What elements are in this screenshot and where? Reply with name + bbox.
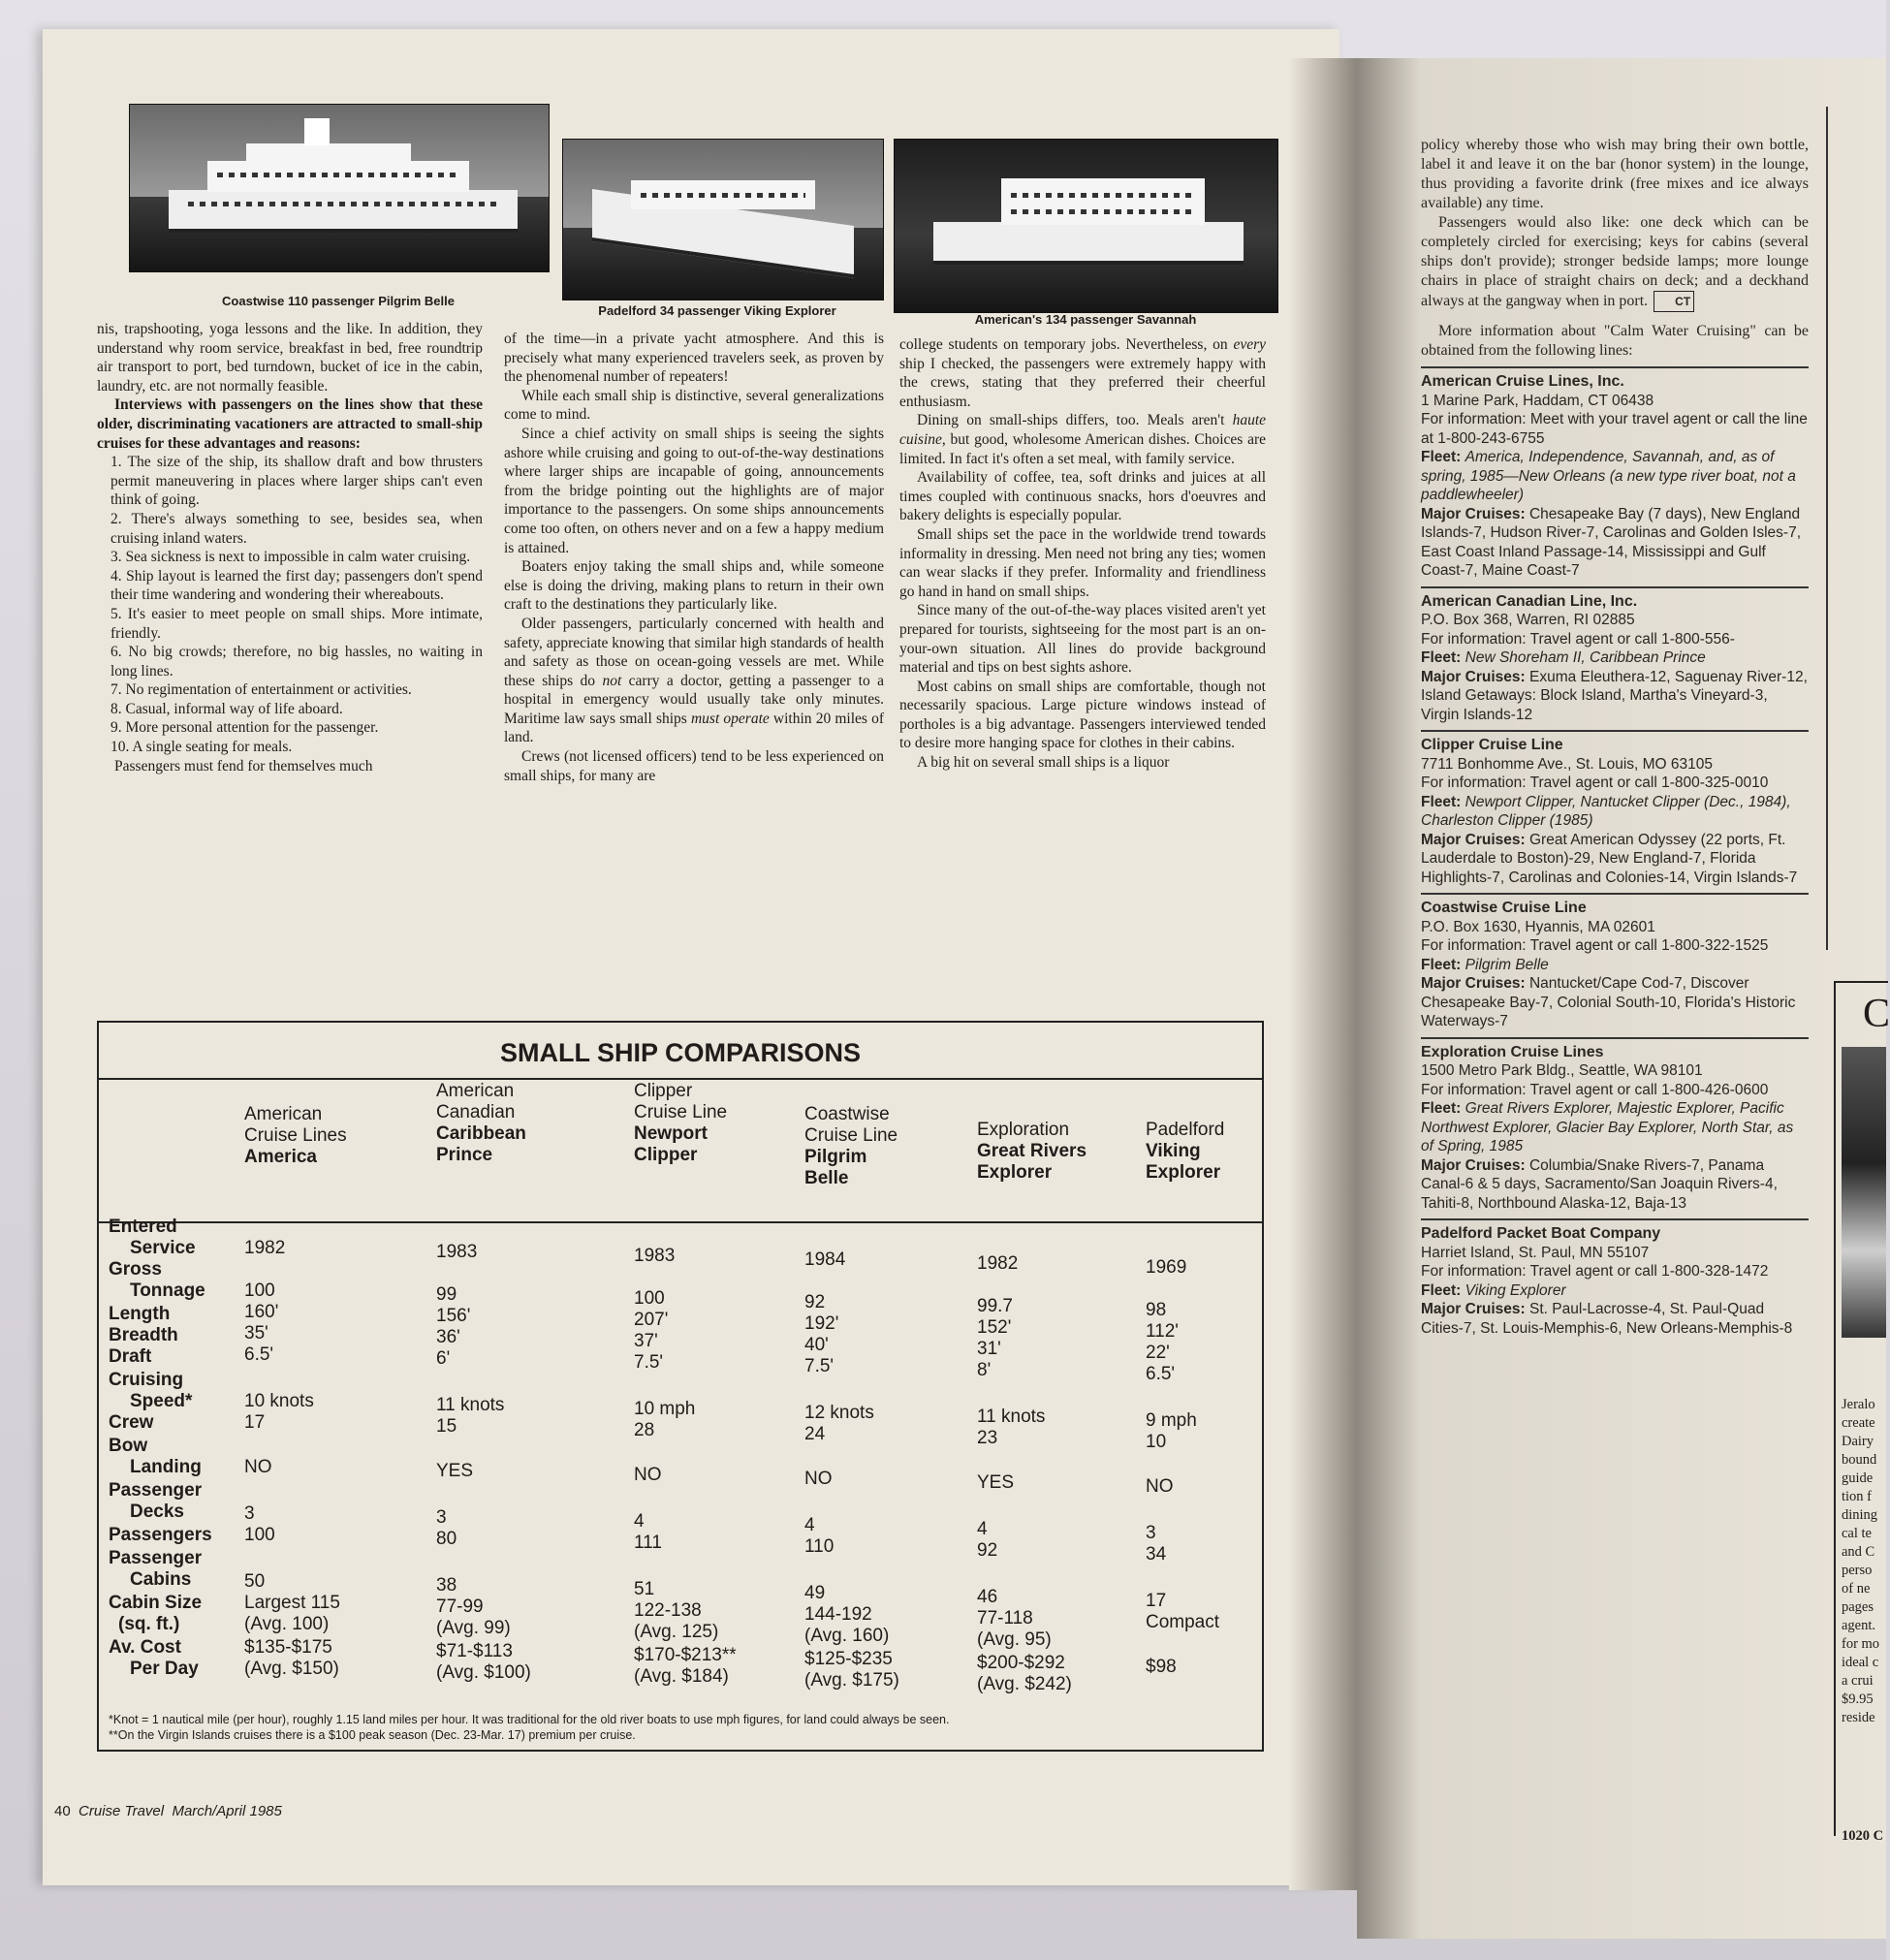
- row-label-av-cost-per-day: Av. Cost Per Day: [109, 1637, 199, 1679]
- table-cell: 3: [244, 1503, 255, 1524]
- cruise-line-fleet: Fleet: Great Rivers Explorer, Majestic Explorer, Pacific Northwest Explorer, Glacier Bay Explorer, North Star, as of Spring, 1985: [1421, 1100, 1794, 1154]
- table-cell: 4: [634, 1511, 645, 1532]
- list-item: 1. The size of the ship, its shallow draft and bow thrusters permit maneuvering in places where larger ships can't even think of going.: [110, 454, 483, 509]
- table-cell: 152': [977, 1317, 1012, 1338]
- ship-photo-savannah: [894, 139, 1278, 313]
- table-cell: (Avg. 99): [436, 1618, 511, 1638]
- cruise-line-contact: P.O. Box 1630, Hyannis, MA 02601: [1421, 918, 1655, 935]
- table-cell: $170-$213**: [634, 1645, 737, 1665]
- ad-text-line: $9.95: [1842, 1691, 1874, 1707]
- cruise-line-entry: [1421, 1037, 1809, 1214]
- ad-letter: C: [1863, 992, 1890, 1036]
- column-header: [1146, 1120, 1224, 1184]
- column-header-line: America: [244, 1147, 317, 1167]
- ad-text-line: cal te: [1842, 1526, 1872, 1541]
- cruise-line-major-cruises: Major Cruises: Nantucket/Cape Cod-7, Discover Chesapeake Bay-7, Colonial South-10, Florida's Historic Waterways-7: [1421, 975, 1796, 1029]
- cruise-line-name: Coastwise Cruise Line: [1421, 900, 1587, 916]
- table-footnote-2: **On the Virgin Islands cruises there is a $100 peak season (Dec. 23-Mar. 17) premium per cruise.: [109, 1728, 636, 1742]
- column-header-line: Explorer: [1146, 1162, 1221, 1183]
- ad-text-line: Dairy: [1842, 1434, 1874, 1449]
- table-cell: 3: [436, 1507, 447, 1528]
- table-cell: 38: [436, 1575, 457, 1596]
- table-cell: 10: [1146, 1432, 1167, 1452]
- table-cell: 92: [804, 1292, 826, 1312]
- table-cell: 31': [977, 1339, 1001, 1359]
- column-header-line: Cruise Line: [634, 1102, 728, 1122]
- cruise-line-fleet: Fleet: Viking Explorer: [1421, 1281, 1566, 1299]
- table-cell: (Avg. $150): [244, 1659, 339, 1679]
- cruise-line-major-cruises: Major Cruises: Chesapeake Bay (7 days), New England Islands-7, Hudson River-7, Carolinas and Golden Isles-7, East Coast Inland Passage-14, Mississippi and Gulf Coast-7, Maine Coast-7: [1421, 505, 1801, 579]
- ad-text-line: ideal c: [1842, 1655, 1879, 1670]
- row-label-draft: Draft: [109, 1346, 152, 1367]
- cruise-line-entry: [1421, 366, 1809, 581]
- table-cell: 1983: [436, 1242, 478, 1262]
- row-label-passengers: Passengers: [109, 1525, 212, 1545]
- table-cell: 80: [436, 1529, 457, 1549]
- column-header: [977, 1120, 1087, 1184]
- ad-photo: [1842, 1047, 1886, 1338]
- list-item: 6. No big crowds; therefore, no big hassles, no waiting in long lines.: [110, 644, 483, 680]
- cruise-line-fleet: Fleet: America, Independence, Savannah, and, as of spring, 1985—New Orleans (a new type river boat, not a paddlewheeler): [1421, 449, 1796, 503]
- table-cell: NO: [244, 1457, 272, 1477]
- right-article-text: [1421, 136, 1809, 361]
- ad-text-line: of ne: [1842, 1581, 1871, 1596]
- cruise-line-contact: For information: Travel agent or call 1-800-325-0010: [1421, 775, 1769, 791]
- column-header-line: Belle: [804, 1168, 849, 1188]
- row-label-bow-landing: Bow Landing: [109, 1436, 202, 1477]
- photo-caption-2: Padelford 34 passenger Viking Explorer: [598, 303, 836, 318]
- table-cell: 49: [804, 1583, 826, 1603]
- col2-paragraph-1: of the time—in a private yacht atmosphere. And this is precisely what many experienced travelers seek, as proven by the phenomenal number of repeaters!: [504, 331, 884, 386]
- right-paragraph-3: More information about "Calm Water Cruising" can be obtained from the following lines:: [1421, 323, 1809, 359]
- table-cell: 10 knots: [244, 1391, 314, 1411]
- list-item: 9. More personal attention for the passenger.: [110, 719, 379, 737]
- table-cell: (Avg. $242): [977, 1674, 1072, 1694]
- column-header: [804, 1104, 898, 1189]
- col2-paragraph-2: While each small ship is distinctive, several generalizations come to mind.: [504, 387, 884, 424]
- cruise-line-entry: [1421, 586, 1809, 725]
- table-title: SMALL SHIP COMPARISONS: [499, 1038, 862, 1067]
- article-column-2: [504, 330, 884, 785]
- cruise-line-entry: [1421, 1218, 1809, 1338]
- table-cell: 192': [804, 1313, 839, 1334]
- small-ship-comparison-table: [97, 1021, 1264, 1752]
- table-cell: 24: [804, 1424, 826, 1444]
- table-cell: 7.5': [804, 1356, 835, 1376]
- ad-text-line: agent.: [1842, 1618, 1876, 1633]
- cruise-line-contact: 1 Marine Park, Haddam, CT 06438: [1421, 392, 1654, 409]
- row-label-length: Length: [109, 1304, 171, 1324]
- column-header-line: Prince: [436, 1145, 493, 1165]
- table-cell: $200-$292: [977, 1653, 1065, 1673]
- col3-paragraph-4: Small ships set the pace in the worldwide trend towards informality in dressing. Men need not bring any ties; women can wear slacks if they prefer. Informality and friendliness go hand in hand on small ships.: [899, 525, 1266, 600]
- table-cell: 34: [1146, 1544, 1167, 1565]
- row-label-passenger-cabins: Passenger Cabins: [109, 1548, 203, 1590]
- cruise-line-contact: For information: Travel agent or call 1-800-426-0600: [1421, 1081, 1769, 1098]
- table-cell: NO: [804, 1469, 833, 1489]
- cruise-line-contact: 1500 Metro Park Bldg., Seattle, WA 98101: [1421, 1062, 1703, 1079]
- list-item: 4. Ship layout is learned the first day; passengers don't spend their time wandering and wondering their whereabouts.: [110, 567, 483, 604]
- row-label-crew: Crew: [109, 1412, 154, 1433]
- column-rule: [1826, 107, 1828, 950]
- table-cell: 1982: [244, 1238, 286, 1258]
- article-column-1: [97, 320, 483, 775]
- table-cell: 100: [244, 1525, 275, 1545]
- row-label-cabin-size: Cabin Size (sq. ft.): [109, 1593, 203, 1634]
- table-cell: 36': [436, 1327, 460, 1347]
- ad-text-line: reside: [1842, 1710, 1875, 1725]
- table-cell: (Avg. 100): [244, 1614, 330, 1634]
- col3-paragraph-5: Since many of the out-of-the-way places visited aren't yet prepared for tourists, sightseeing for the most part is an on-your-own situation. All lines do provide background material and tips on best sights ashore.: [899, 602, 1266, 677]
- table-cell: 4: [804, 1515, 815, 1535]
- ad-text-line: and C: [1842, 1544, 1875, 1560]
- table-cell: YES: [977, 1472, 1015, 1493]
- table-cell: 11 knots: [436, 1395, 505, 1415]
- table-cell: 77-99: [436, 1596, 484, 1617]
- cruise-line-name: Exploration Cruise Lines: [1421, 1043, 1604, 1060]
- table-cell: 144-192: [804, 1604, 872, 1625]
- list-item: 2. There's always something to see, besides sea, when cruising inland waters.: [110, 510, 483, 547]
- table-cell: 1969: [1146, 1257, 1187, 1278]
- advantages-list: [97, 453, 483, 757]
- table-cell: 22': [1146, 1343, 1170, 1363]
- table-cell: Largest 115: [244, 1593, 340, 1613]
- column-header: [436, 1081, 526, 1166]
- table-cell: 15: [436, 1416, 457, 1437]
- column-header: [634, 1081, 727, 1166]
- table-cell: 99.7: [977, 1296, 1013, 1316]
- table-cell: 51: [634, 1579, 655, 1599]
- list-item: 10. A single seating for meals.: [110, 739, 293, 756]
- col2-paragraph-4: Boaters enjoy taking the small ships and, while someone else is doing the driving, making plans to return in their own craft to the destinations they particularly like.: [504, 558, 884, 614]
- table-cell: NO: [634, 1465, 662, 1485]
- table-cell: $98: [1146, 1657, 1177, 1677]
- list-item: 5. It's easier to meet people on small ships. More intimate, friendly.: [110, 605, 483, 642]
- ad-text-line: Jeralo: [1842, 1397, 1875, 1412]
- column-header-line: Clipper: [634, 1081, 693, 1101]
- column-header-line: Exploration: [977, 1120, 1070, 1140]
- column-header-line: Padelford: [1146, 1120, 1225, 1140]
- table-cell: 40': [804, 1335, 829, 1355]
- table-header-rule: [99, 1221, 1262, 1223]
- table-cell: 4: [977, 1519, 988, 1539]
- cruise-line-contact: P.O. Box 368, Warren, RI 02885: [1421, 612, 1635, 628]
- table-cell: 8': [977, 1360, 992, 1380]
- ad-text-line: bound: [1842, 1452, 1877, 1468]
- cruise-line-contact: For information: Travel agent or call 1-800-556-: [1421, 630, 1735, 648]
- table-cell: $125-$235: [804, 1649, 893, 1669]
- col1-paragraph-1: nis, trapshooting, yoga lessons and the like. In addition, they understand why room service, breakfast in bed, free roundtrip air transport to port, bed turndown, bucket of ice in the cabin, laundry, etc. are not normally feasible.: [97, 321, 483, 395]
- column-header-line: Cruise Lines: [244, 1125, 347, 1146]
- cruise-line-major-cruises: Major Cruises: Great American Odyssey (22 ports, Ft. Lauderdale to Boston)-29, New England-7, Florida Highlights-7, Carolinas and Colonies-14, Virgin Islands-7: [1421, 831, 1798, 886]
- row-label-cruising-speed: Cruising Speed*: [109, 1370, 193, 1411]
- table-cell: 46: [977, 1587, 998, 1607]
- table-cell: (Avg. 125): [634, 1622, 719, 1642]
- table-cell: $71-$113: [436, 1641, 513, 1661]
- cruise-line-entry: [1421, 893, 1809, 1031]
- photo-caption-3: American's 134 passenger Savannah: [974, 312, 1197, 327]
- ad-text: [1842, 1396, 1886, 1727]
- column-header-line: Viking: [1146, 1141, 1201, 1161]
- column-header-line: Pilgrim: [804, 1147, 867, 1167]
- photo-caption-1: Coastwise 110 passenger Pilgrim Belle: [222, 294, 455, 308]
- table-cell: (Avg. $100): [436, 1662, 531, 1683]
- article-column-3: [899, 335, 1266, 773]
- list-item: 3. Sea sickness is next to impossible in calm water cruising.: [110, 549, 471, 566]
- table-cell: 98: [1146, 1300, 1167, 1320]
- table-cell: 50: [244, 1571, 266, 1592]
- cruise-line-fleet: Fleet: New Shoreham II, Caribbean Prince: [1421, 649, 1706, 666]
- col2-paragraph-5: Older passengers, particularly concerned with health and safety, appreciate knowing that similar high standards of health and safety as those on ocean-going vessels are met. While these ships do not carry a doctor, getting a passenger to a hospital in emergency would usually take only minutes. Maritime law says small ships must operate within 20 miles of land.: [504, 615, 885, 746]
- cruise-line-name: Clipper Cruise Line: [1421, 737, 1563, 753]
- table-cell: 92: [977, 1540, 998, 1561]
- column-header-line: Great Rivers: [977, 1141, 1087, 1161]
- row-label-passenger-decks: Passenger Decks: [109, 1480, 203, 1522]
- cruise-line-major-cruises: Major Cruises: Columbia/Snake Rivers-7, Panama Canal-6 & 5 days, Sacramento/San Joaquin Rivers-4, Tahiti-8, Northbound Alaska-12, Baja-13: [1421, 1156, 1778, 1212]
- cruise-line-fleet: Fleet: Newport Clipper, Nantucket Clipper (Dec., 1984), Charleston Clipper (1985): [1421, 793, 1791, 829]
- table-cell: 17: [244, 1412, 266, 1433]
- table-cell: 37': [634, 1331, 658, 1351]
- col1-bold-intro: Interviews with passengers on the lines show that these older, discriminating vacationers are attracted to small-ship cruises for these advantages and reasons:: [97, 396, 483, 452]
- page-folio: 40 Cruise Travel March/April 1985: [54, 1803, 282, 1819]
- table-cell: (Avg. $175): [804, 1670, 899, 1691]
- table-cell: (Avg. 160): [804, 1626, 890, 1646]
- row-label-entered-service: Entered Service: [109, 1217, 196, 1258]
- row-label-gross-tonnage: Gross Tonnage: [109, 1259, 205, 1301]
- table-cell: 112': [1146, 1321, 1179, 1342]
- list-item: 7. No regimentation of entertainment or activities.: [110, 681, 412, 699]
- col3-paragraph-7: A big hit on several small ships is a liquor: [917, 754, 1170, 772]
- table-cell: 6.5': [244, 1344, 274, 1365]
- table-cell: YES: [436, 1461, 474, 1481]
- cruise-line-major-cruises: Major Cruises: St. Paul-Lacrosse-4, St. Paul-Quad Cities-7, St. Louis-Memphis-6, New Orleans-Memphis-8: [1421, 1301, 1793, 1337]
- col2-paragraph-3: Since a chief activity on small ships is seeing the sights ashore while cruising and going to out-of-the-way destinations where larger ships are incapable of going, announcements from the bridge pointing out the highlights are of major importance to the passengers. On some ships announcements come too often, on others never and on a few a happy medium is attained.: [504, 425, 884, 556]
- cruise-line-fleet: Fleet: Pilgrim Belle: [1421, 956, 1549, 973]
- cruise-line-contact: For information: Travel agent or call 1-800-328-1472: [1421, 1263, 1769, 1280]
- cruise-line-name: American Cruise Lines, Inc.: [1421, 373, 1624, 390]
- ad-text-line: pages: [1842, 1599, 1874, 1615]
- ad-text-line: dining: [1842, 1507, 1878, 1523]
- ship-photo-pilgrim-belle: [129, 104, 550, 272]
- table-cell: 35': [244, 1323, 268, 1344]
- table-footnote-1: *Knot = 1 nautical mile (per hour), roughly 1.15 land miles per hour. It was traditional for the old river boats to use mph figures, for land could always be seen.: [109, 1713, 950, 1726]
- cruise-line-contact: For information: Meet with your travel agent or call the line at 1-800-243-6755: [1421, 411, 1808, 447]
- table-cell: 7.5': [634, 1352, 664, 1373]
- table-cell: 207': [634, 1310, 669, 1330]
- col3-paragraph-2: Dining on small-ships differs, too. Meals aren't haute cuisine, but good, wholesome American dishes. Choices are limited. In fact it's often a set meal, with family service.: [899, 412, 1266, 467]
- col3-paragraph-1: college students on temporary jobs. Nevertheless, on every ship I checked, the passengers were extremely happy with the crews, stating that they preferred their cheerful enthusiasm.: [899, 336, 1266, 410]
- table-cell: NO: [1146, 1476, 1174, 1497]
- col2-paragraph-6: Crews (not licensed officers) tend to be less experienced on small ships, for many are: [504, 748, 884, 784]
- ad-text-line: tion f: [1842, 1489, 1873, 1504]
- column-header-line: American: [436, 1081, 515, 1101]
- ad-text-line: a crui: [1842, 1673, 1874, 1689]
- column-header-line: American: [244, 1104, 323, 1124]
- list-item: 8. Casual, informal way of life aboard.: [110, 700, 343, 717]
- column-header-line: Coastwise: [804, 1104, 890, 1124]
- column-header-line: Newport: [634, 1123, 708, 1144]
- column-header-line: Canadian: [436, 1102, 516, 1122]
- ad-text-line: perso: [1842, 1563, 1873, 1578]
- ad-text-line: for mo: [1842, 1636, 1880, 1652]
- table-cell: (Avg. 95): [977, 1629, 1052, 1650]
- col3-paragraph-6: Most cabins on small ships are comfortable, though not necessarily spacious. Large picture windows instead of portholes is a big advantage. Passengers interviewed tended to desire more hanging space for clothes in their cabins.: [899, 678, 1266, 752]
- table-cell: 10 mph: [634, 1399, 696, 1419]
- table-cell: 17: [1146, 1591, 1167, 1611]
- ad-text-line: guide: [1842, 1470, 1874, 1486]
- cruise-line-contact: For information: Travel agent or call 1-800-322-1525: [1421, 937, 1769, 954]
- cruise-line-name: American Canadian Line, Inc.: [1421, 592, 1638, 610]
- table-cell: 11 knots: [977, 1407, 1046, 1427]
- right-page-column: [1421, 136, 1809, 1338]
- table-cell: 110: [804, 1536, 835, 1557]
- column-header-line: Clipper: [634, 1145, 698, 1165]
- table-cell: 122-138: [634, 1600, 702, 1621]
- table-cell: (Avg. $184): [634, 1666, 729, 1687]
- table-cell: 77-118: [977, 1608, 1033, 1628]
- col3-paragraph-3: Availability of coffee, tea, soft drinks and juices at all times coupled with continuous snacks, hors d'oeuvres and bakery delights is especially popular.: [899, 469, 1266, 524]
- table-cell: 23: [977, 1428, 998, 1448]
- table-cell: 1982: [977, 1253, 1019, 1274]
- table-cell: 99: [436, 1284, 457, 1305]
- ship-photo-viking-explorer: [562, 139, 884, 300]
- table-cell: Compact: [1146, 1612, 1220, 1632]
- cruise-line-contact: 7711 Bonhomme Ave., St. Louis, MO 63105: [1421, 755, 1714, 773]
- row-label-breadth: Breadth: [109, 1325, 178, 1345]
- cruise-line-entry: [1421, 730, 1809, 887]
- column-header: [244, 1104, 347, 1168]
- table-cell: 1984: [804, 1249, 846, 1270]
- right-paragraph-2: Passengers would also like: one deck which can be completely circled for exercising; keys for cabins (several ships don't provide); stronger bedside lamps; more lounge chairs in place of straight chairs on deck; and a deckhand always at the gangway when in port. CT: [1421, 213, 1809, 312]
- table-cell: 6.5': [1146, 1364, 1176, 1384]
- table-cell: 156': [436, 1306, 471, 1326]
- column-header-line: Caribbean: [436, 1123, 526, 1144]
- table-cell: 100: [244, 1280, 275, 1301]
- table-cell: 6': [436, 1348, 451, 1369]
- cruise-line-contact: Harriet Island, St. Paul, MN 55107: [1421, 1244, 1650, 1261]
- ad-text-line: create: [1842, 1415, 1875, 1431]
- cruise-line-major-cruises: Major Cruises: Exuma Eleuthera-12, Saguenay River-12, Island Getaways: Block Island, Martha's Vineyard-3, Virgin Islands-12: [1421, 668, 1808, 723]
- cruise-line-name: Padelford Packet Boat Company: [1421, 1225, 1661, 1242]
- table-cell: 160': [244, 1302, 279, 1322]
- table-cell: 111: [634, 1533, 662, 1553]
- table-cell: 100: [634, 1288, 665, 1309]
- table-title-rule: [99, 1078, 1262, 1080]
- ct-end-mark: CT: [1654, 291, 1694, 312]
- table-cell: 12 knots: [804, 1403, 874, 1423]
- table-cell: 3: [1146, 1523, 1156, 1543]
- right-paragraph-1: policy whereby those who wish may bring their own bottle, label it and leave it on the bar (honor system) in the lounge, thus providing a favorite drink (free mixes and ice always available) any time.: [1421, 137, 1809, 211]
- column-header-line: Cruise Line: [804, 1125, 898, 1146]
- table-cell: 1983: [634, 1246, 676, 1266]
- table-cell: 28: [634, 1420, 655, 1440]
- col1-paragraph-3: Passengers must fend for themselves much: [114, 757, 373, 775]
- table-cell: $135-$175: [244, 1637, 332, 1658]
- ad-bottom-text: 1020 C: [1842, 1828, 1884, 1844]
- table-cell: 9 mph: [1146, 1410, 1197, 1431]
- column-header-line: Explorer: [977, 1162, 1053, 1183]
